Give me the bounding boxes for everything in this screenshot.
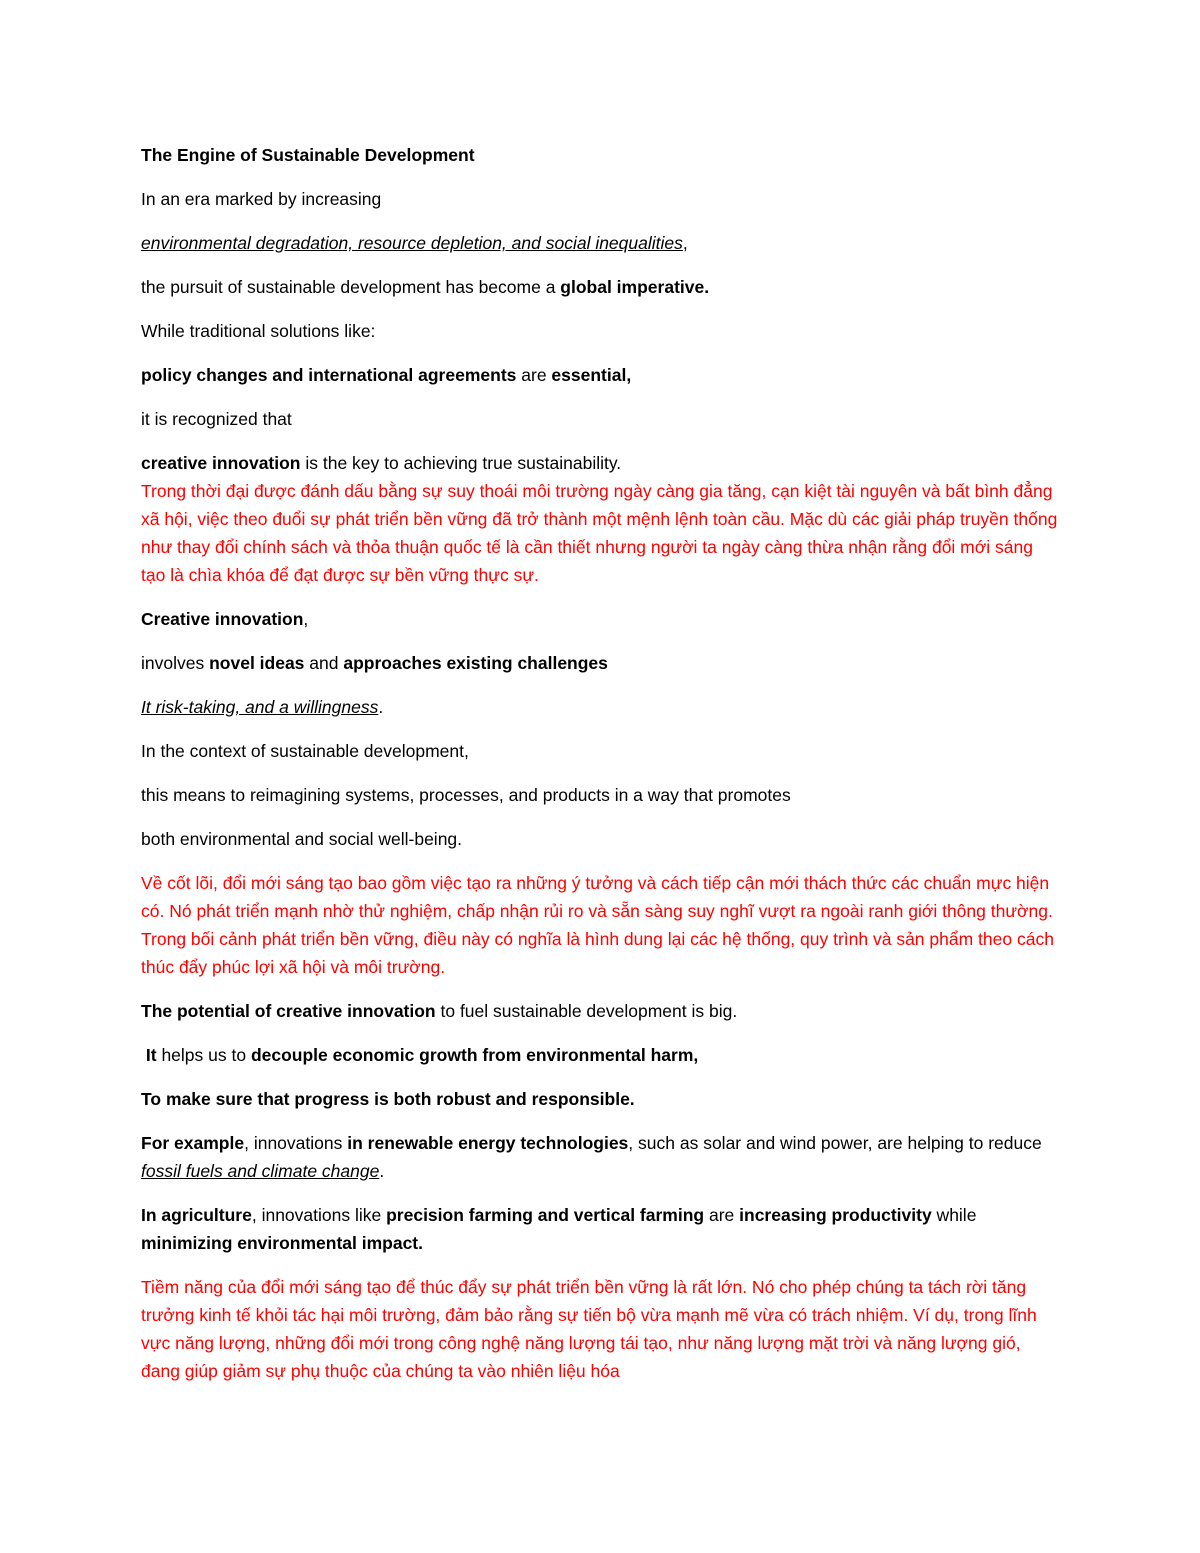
emphasis-text: It risk-taking, and a willingness (141, 697, 379, 717)
paragraph-15 (141, 1041, 1061, 1069)
text-run: , such as solar and wind power, are helping to reduce (628, 1133, 1042, 1153)
emphasis-text: fossil fuels and climate change (141, 1161, 380, 1181)
bold-text: creative innovation (141, 453, 301, 473)
text-run: the pursuit of sustainable development has become a (141, 277, 561, 297)
paragraph-12: this means to reimagining systems, processes, and products in a way that promotes (141, 785, 791, 805)
bold-text: approaches existing challenges (343, 653, 608, 673)
text-run: and (304, 653, 344, 673)
vietnamese-translation-1: Trong thời đại được đánh dấu bằng sự suy thoái môi trường ngày càng gia tăng, cạn kiệt tài nguyên và bất bình đẳng xã hội, việc theo đuổi sự phát triển bền vững đã trở thành một mệnh lệnh toàn cầu. Mặc dù các giải pháp truyền thống như thay đổi chính sách và thỏa thuận quốc tế là cần thiết nhưng người ta ngày càng thừa nhận rằng đổi mới sáng tạo là chìa khóa để đạt được sự bền vững thực sự. (141, 481, 1058, 585)
text-run: to fuel sustainable development is big. (435, 1001, 738, 1021)
bold-text: minimizing environmental impact (141, 1233, 419, 1253)
document-title: The Engine of Sustainable Development (141, 145, 475, 165)
text-run: , innovations like (251, 1205, 387, 1225)
text-run: is the key to achieving true sustainability. (300, 453, 622, 473)
vietnamese-translation-2: Về cốt lõi, đổi mới sáng tạo bao gồm việc tạo ra những ý tưởng và cách tiếp cận mới thách thức các chuẩn mực hiện có. Nó phát triển mạnh nhờ thử nghiệm, chấp nhận rủi ro và sẵn sàng suy nghĩ vượt ra ngoài ranh giới thông thường. Trong bối cảnh phát triển bền vững, điều này có nghĩa là hình dung lại các hệ thống, quy trình và sản phẩm theo cách thúc đẩy phúc lợi xã hội và môi trường. (141, 873, 1054, 977)
paragraph-2 (141, 229, 1061, 257)
bold-text: To make sure that progress is both robust and responsible (141, 1089, 630, 1109)
bold-text: Creative innovation (141, 609, 304, 629)
punctuation: , (626, 365, 632, 385)
document-body (141, 141, 1061, 1401)
paragraph-11: In the context of sustainable development, (141, 741, 469, 761)
paragraph-4: While traditional solutions like: (141, 321, 376, 341)
text-run: involves (141, 653, 210, 673)
paragraph-10 (141, 693, 1061, 721)
bold-text: decouple economic growth from environmental harm (250, 1045, 694, 1065)
bold-text: essential (551, 365, 627, 385)
text-run: are (516, 365, 552, 385)
bold-text: novel ideas (209, 653, 305, 673)
bold-text: It (145, 1045, 157, 1065)
punctuation: . (418, 1233, 424, 1253)
paragraph-1: In an era marked by increasing (141, 189, 382, 209)
text-run: helps us to (156, 1045, 251, 1065)
bold-text: in renewable energy technologies (347, 1133, 629, 1153)
punctuation: . (704, 277, 710, 297)
paragraph-6: it is recognized that (141, 409, 292, 429)
text-run: while (931, 1205, 977, 1225)
text-run: , innovations (244, 1133, 348, 1153)
punctuation: , (303, 609, 309, 629)
paragraph-16 (141, 1085, 1061, 1113)
paragraph-3 (141, 273, 1061, 301)
paragraph-17 (141, 1129, 1061, 1185)
bold-text: For example (141, 1133, 245, 1153)
text-run: are (704, 1205, 740, 1225)
bold-text: precision farming and vertical farming (386, 1205, 705, 1225)
vietnamese-translation-3: Tiềm năng của đổi mới sáng tạo để thúc đẩy sự phát triển bền vững là rất lớn. Nó cho phép chúng ta tách rời tăng trưởng kinh tế khỏi tác hại môi trường, đảm bảo rằng sự tiến bộ vừa mạnh mẽ vừa có trách nhiệm. Ví dụ, trong lĩnh vực năng lượng, những đổi mới trong công nghệ năng lượng tái tạo, như năng lượng mặt trời và năng lượng gió, đang giúp giảm sự phụ thuộc của chúng ta vào nhiên liệu hóa (141, 1277, 1037, 1381)
paragraph-8 (141, 605, 1061, 633)
bold-text: In agriculture (141, 1205, 252, 1225)
paragraph-14 (141, 997, 1061, 1025)
paragraph-13: both environmental and social well-being. (141, 829, 463, 849)
bold-text: increasing productivity (739, 1205, 932, 1225)
paragraph-9 (141, 649, 1061, 677)
paragraph-5 (141, 361, 1061, 389)
punctuation: , (693, 1045, 699, 1065)
paragraph-7 (141, 449, 1061, 477)
paragraph-18 (141, 1201, 1061, 1257)
punctuation: . (629, 1089, 635, 1109)
bold-text: policy changes and international agreements (141, 365, 517, 385)
bold-text: The potential of creative innovation (141, 1001, 436, 1021)
punctuation: , (682, 233, 688, 253)
punctuation: . (379, 1161, 385, 1181)
bold-text: global imperative (560, 277, 705, 297)
emphasis-text: environmental degradation, resource depletion, and social inequalities (141, 233, 683, 253)
punctuation: . (378, 697, 384, 717)
